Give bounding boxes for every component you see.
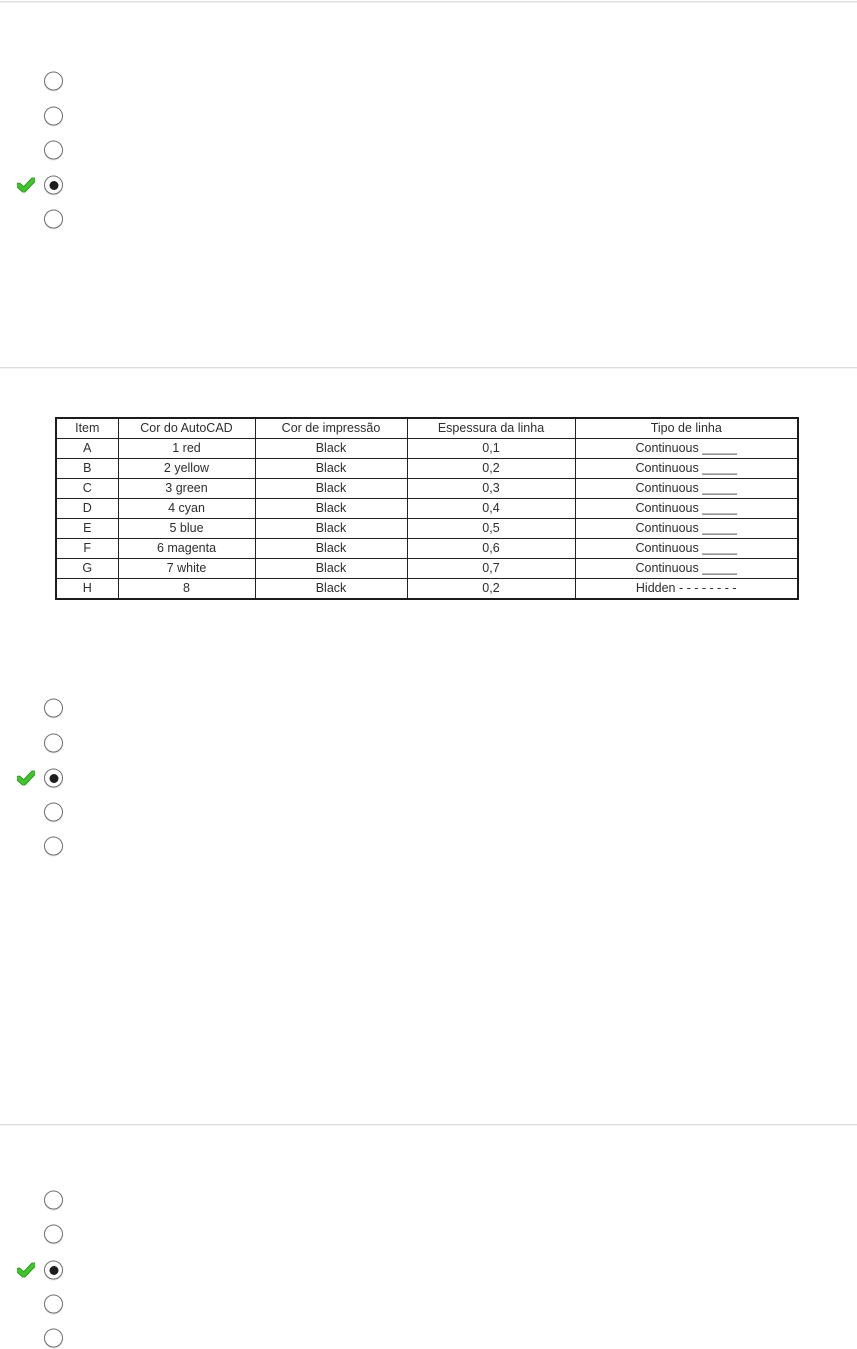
radio-option[interactable] bbox=[44, 837, 63, 856]
table-cell: H bbox=[56, 579, 118, 600]
correct-answer-check-icon bbox=[17, 1263, 35, 1278]
linetype-table bbox=[55, 417, 799, 600]
answer-option-row bbox=[0, 207, 300, 231]
table-cell: 6 magenta bbox=[118, 539, 255, 559]
table-row bbox=[56, 499, 798, 519]
table-cell: G bbox=[56, 559, 118, 579]
radio-option[interactable] bbox=[44, 1191, 63, 1210]
table-cell: C bbox=[56, 479, 118, 499]
table-row bbox=[56, 459, 798, 479]
radio-option[interactable] bbox=[44, 803, 63, 822]
answer-option-row bbox=[0, 138, 300, 162]
table-header-cell: Espessura da linha bbox=[407, 418, 575, 439]
table-cell: Continuous _____ bbox=[575, 499, 798, 519]
table-header-cell: Tipo de linha bbox=[575, 418, 798, 439]
radio-option-selected[interactable] bbox=[44, 769, 63, 788]
answer-option-row bbox=[0, 1292, 300, 1316]
table-cell: Continuous _____ bbox=[575, 459, 798, 479]
radio-option[interactable] bbox=[44, 141, 63, 160]
table-cell: Black bbox=[255, 539, 407, 559]
table-row bbox=[56, 439, 798, 459]
section-divider-top bbox=[0, 1, 857, 3]
table-cell: 7 white bbox=[118, 559, 255, 579]
radio-option[interactable] bbox=[44, 734, 63, 753]
table-cell: 8 bbox=[118, 579, 255, 600]
radio-option-selected[interactable] bbox=[44, 176, 63, 195]
table-cell: 1 red bbox=[118, 439, 255, 459]
table-cell: Black bbox=[255, 579, 407, 600]
answer-option-row bbox=[0, 104, 300, 128]
answer-option-row bbox=[0, 1258, 300, 1282]
table-cell: Continuous _____ bbox=[575, 479, 798, 499]
table-row bbox=[56, 579, 798, 600]
answer-option-row bbox=[0, 1188, 300, 1212]
radio-option[interactable] bbox=[44, 72, 63, 91]
table-header-cell: Cor do AutoCAD bbox=[118, 418, 255, 439]
table-cell: Black bbox=[255, 439, 407, 459]
table-row bbox=[56, 539, 798, 559]
table-cell: Black bbox=[255, 519, 407, 539]
table-cell: 5 blue bbox=[118, 519, 255, 539]
table-row bbox=[56, 559, 798, 579]
table-cell: 2 yellow bbox=[118, 459, 255, 479]
table-row bbox=[56, 519, 798, 539]
table-header-cell: Item bbox=[56, 418, 118, 439]
radio-option[interactable] bbox=[44, 107, 63, 126]
answer-option-row bbox=[0, 173, 300, 197]
table-cell: 3 green bbox=[118, 479, 255, 499]
radio-option-selected[interactable] bbox=[44, 1261, 63, 1280]
table-cell: Continuous _____ bbox=[575, 559, 798, 579]
radio-option[interactable] bbox=[44, 1295, 63, 1314]
table-header-cell: Cor de impressão bbox=[255, 418, 407, 439]
table-cell: 0,4 bbox=[407, 499, 575, 519]
correct-answer-check-icon bbox=[17, 771, 35, 786]
answer-option-row bbox=[0, 766, 300, 790]
answer-option-row bbox=[0, 834, 300, 858]
answer-option-row bbox=[0, 1326, 300, 1349]
table-cell: 4 cyan bbox=[118, 499, 255, 519]
table-cell: 0,2 bbox=[407, 459, 575, 479]
table-cell: Black bbox=[255, 499, 407, 519]
table-cell: Black bbox=[255, 459, 407, 479]
table-cell: Continuous _____ bbox=[575, 519, 798, 539]
answer-option-row bbox=[0, 800, 300, 824]
table-row bbox=[56, 479, 798, 499]
table-cell: A bbox=[56, 439, 118, 459]
radio-option[interactable] bbox=[44, 699, 63, 718]
section-divider-middle bbox=[0, 367, 857, 369]
table-cell: Continuous _____ bbox=[575, 539, 798, 559]
table-cell: Continuous _____ bbox=[575, 439, 798, 459]
answer-option-row bbox=[0, 696, 300, 720]
table-cell: 0,6 bbox=[407, 539, 575, 559]
table-cell: 0,2 bbox=[407, 579, 575, 600]
radio-option[interactable] bbox=[44, 210, 63, 229]
answer-option-row bbox=[0, 731, 300, 755]
table-cell: D bbox=[56, 499, 118, 519]
answer-option-row bbox=[0, 1222, 300, 1246]
table-cell: 0,5 bbox=[407, 519, 575, 539]
radio-option[interactable] bbox=[44, 1225, 63, 1244]
table-cell: 0,1 bbox=[407, 439, 575, 459]
answer-option-row bbox=[0, 69, 300, 93]
table-cell: F bbox=[56, 539, 118, 559]
linetype-table-image bbox=[55, 417, 799, 600]
correct-answer-check-icon bbox=[17, 178, 35, 193]
section-divider-bottom bbox=[0, 1124, 857, 1126]
table-cell: 0,7 bbox=[407, 559, 575, 579]
table-cell: E bbox=[56, 519, 118, 539]
table-cell: 0,3 bbox=[407, 479, 575, 499]
table-cell: B bbox=[56, 459, 118, 479]
table-cell: Black bbox=[255, 559, 407, 579]
table-cell: Hidden - - - - - - - - bbox=[575, 579, 798, 600]
table-cell: Black bbox=[255, 479, 407, 499]
radio-option[interactable] bbox=[44, 1329, 63, 1348]
